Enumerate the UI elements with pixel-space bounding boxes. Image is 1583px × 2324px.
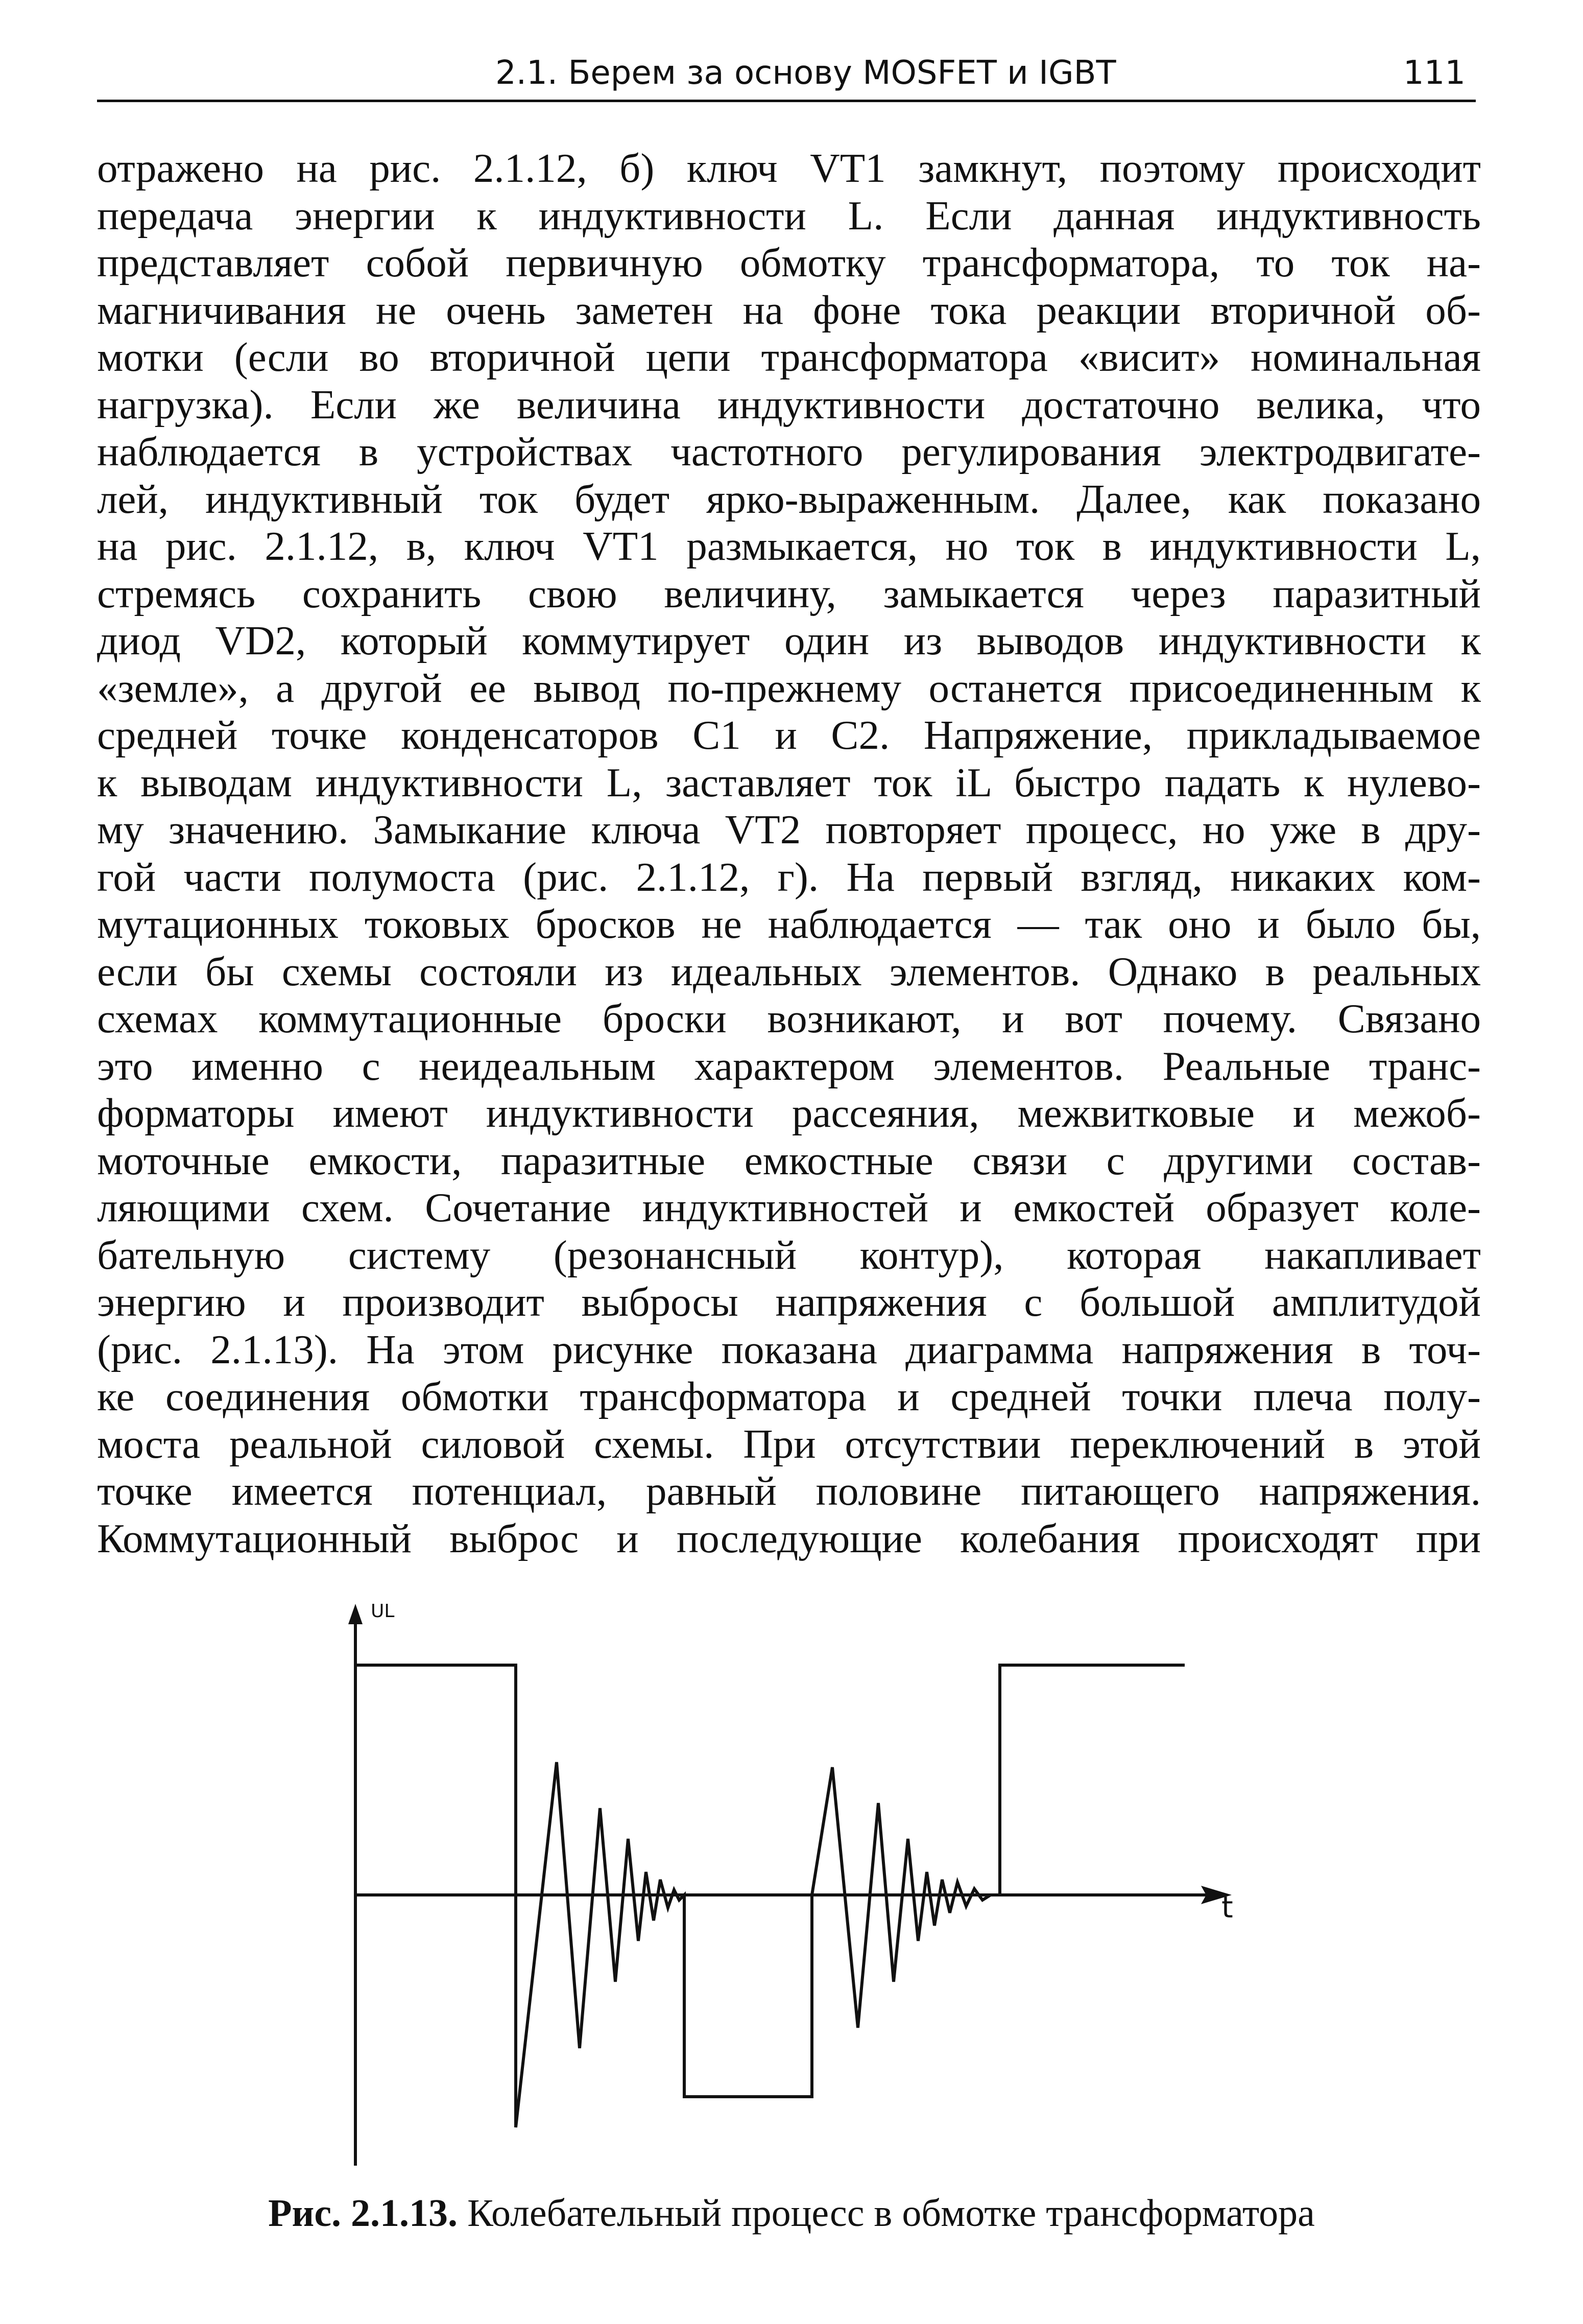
text-line: моточные емкости, паразитные емкостные связи с другими состав- — [97, 1137, 1481, 1183]
text-line: мотки (если во вторичной цепи трансформатора «висит» номинальная — [97, 334, 1481, 380]
waveform-diagram — [306, 1594, 1277, 2191]
text-line: представляет собой первичную обмотку трансформатора, то ток на- — [97, 240, 1481, 286]
text-line: моста реальной силовой схемы. При отсутствии переключений в этой — [97, 1420, 1481, 1467]
text-line: если бы схемы состояли из идеальных элементов. Однако в реальных — [97, 948, 1481, 994]
figure-waveform — [306, 1594, 1277, 2191]
text-line: ляющими схем. Сочетание индуктивностей и емкостей образует коле- — [97, 1184, 1481, 1230]
text-line: точке имеется потенциал, равный половине питающего напряжения. — [97, 1468, 1481, 1514]
text-line: бательную систему (резонансный контур), которая накапливает — [97, 1231, 1481, 1278]
running-header — [97, 51, 1476, 102]
text-line: му значению. Замыкание ключа VT2 повторяет процесс, но уже в дру- — [97, 807, 1481, 852]
y-axis-arrow — [348, 1604, 363, 1624]
text-line: это именно с неидеальным характером элементов. Реальные транс- — [97, 1042, 1481, 1089]
text-line: на рис. 2.1.12, в, ключ VT1 размыкается, но ток в индуктивности L, — [97, 523, 1481, 569]
body-text — [97, 145, 1481, 1562]
t-axis-label: t — [1221, 1890, 1233, 1925]
text-line: схемах коммутационные броски возникают, и вот почему. Связано — [97, 995, 1481, 1041]
text-line: магничивания не очень заметен на фоне тока реакции вторичной об- — [97, 287, 1481, 333]
text-line: «земле», а другой ее вывод по-прежнему останется присоединенным к — [97, 665, 1481, 711]
text-line: отражено на рис. 2.1.12, б) ключ VT1 замкнут, поэтому происходит — [97, 145, 1481, 191]
caption-text: Колебательный процесс в обмотке трансформатора — [467, 2192, 1315, 2235]
text-line: лей, индуктивный ток будет ярко-выраженным. Далее, как показано — [97, 476, 1481, 522]
text-line: форматоры имеют индуктивности рассеяния, межвитковые и межоб- — [97, 1090, 1481, 1136]
text-line: мутационных токовых бросков не наблюдается — так оно и было бы, — [97, 901, 1481, 947]
text-line: нагрузка). Если же величина индуктивности достаточно велика, что — [97, 381, 1481, 428]
text-line: гой части полумоста (рис. 2.1.12, г). На первый взгляд, никаких ком- — [97, 853, 1481, 900]
text-line: энергию и производит выбросы напряжения с большой амплитудой — [97, 1279, 1481, 1325]
text-line: Коммутационный выброс и последующие колебания происходят при — [97, 1515, 1481, 1561]
figure-caption — [0, 2191, 1583, 2236]
caption-number: Рис. 2.1.13. — [268, 2192, 458, 2235]
text-line: наблюдается в устройствах частотного регулирования электродвигате- — [97, 429, 1481, 475]
section-title: 2.1. Берем за основу MOSFET и IGBT — [495, 54, 1116, 92]
text-line: передача энергии к индуктивности L. Если данная индуктивность — [97, 192, 1481, 239]
text-line: ке соединения обмотки трансформатора и средней точки плеча полу- — [97, 1373, 1481, 1419]
text-line: диод VD2, который коммутирует один из выводов индуктивности к — [97, 618, 1481, 663]
text-line: (рис. 2.1.13). На этом рисунке показана диаграмма напряжения в точ- — [97, 1326, 1481, 1372]
text-line: стремясь сохранить свою величину, замыкается через паразитный — [97, 570, 1481, 616]
page-number: 111 — [1403, 54, 1466, 92]
text-line: средней точке конденсаторов C1 и C2. Напряжение, прикладываемое — [97, 712, 1481, 758]
y-axis-label: UL — [371, 1601, 395, 1622]
text-line: к выводам индуктивности L, заставляет ток iL быстро падать к нулево- — [97, 759, 1481, 805]
